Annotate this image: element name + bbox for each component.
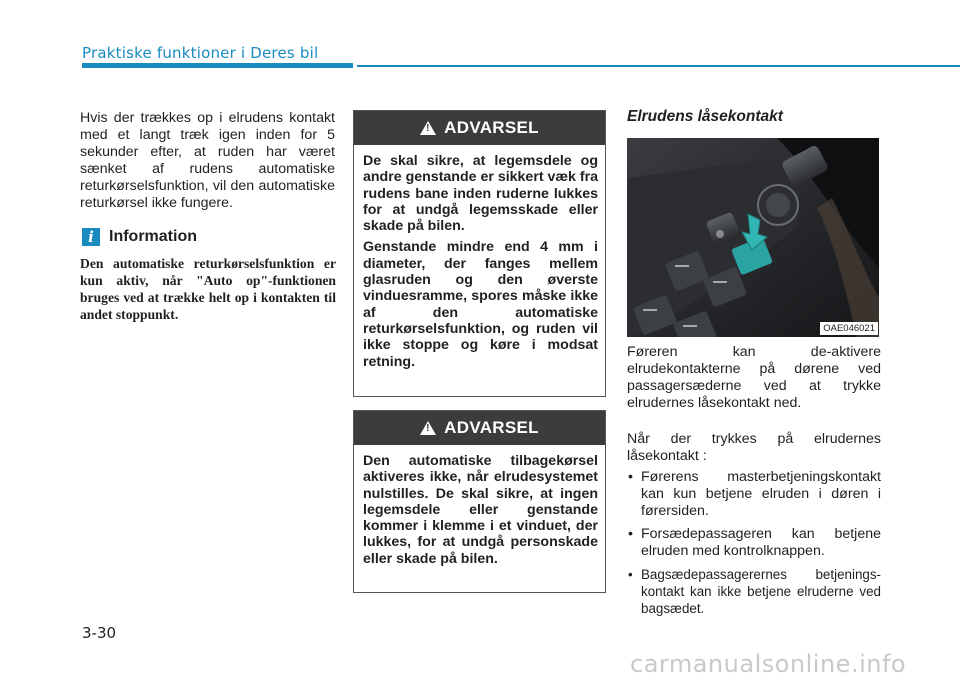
section-paragraph-2-wrap xyxy=(627,431,881,465)
bullet-list xyxy=(627,469,881,617)
warning-body xyxy=(354,145,605,370)
list-item: • Førerens masterbetjeningskontakt kan kun betjene elruden i døren i førersiden. xyxy=(627,469,881,520)
warning-paragraph: Genstande mindre end 4 mm i diameter, der fanges mellem glasruden og den øverste vinduesramme, spores måske ikke af den automatiske returkørselsfunktion, og ruden vil ikke stoppe og køre i modsat retning. xyxy=(363,239,598,370)
watermark: carmanualsonline.info xyxy=(630,650,907,678)
section-paragraph: Føreren kan de-aktivere elrudekontakterne på dørene ved passagersæderne ved at trykke elrudernes låsekontakt ned. xyxy=(627,344,881,411)
list-item: • Forsædepassageren kan betjene elruden med kontrolknappen. xyxy=(627,526,881,560)
warning-title: ADVARSEL xyxy=(444,418,539,437)
warning-paragraph: De skal sikre, at legemsdele og andre genstande er sikkert væk fra rudens bane inden ruderne lukkes for at undgå legemsskade eller skade på bilen. xyxy=(363,153,598,235)
warning-box-1 xyxy=(353,110,606,397)
warning-header xyxy=(354,111,605,145)
window-lock-switch-photo xyxy=(627,138,879,337)
section-title: Elrudens låsekontakt xyxy=(627,108,783,125)
information-body: Den automatiske returkørselsfunktion er kun aktiv, når "Auto op"-funktionen bruges ved at trække helt op i kontakten til andet stoppunkt. xyxy=(80,256,336,322)
warning-title: ADVARSEL xyxy=(444,118,539,137)
header-accent-bar xyxy=(82,63,353,68)
information-label: Information xyxy=(109,228,197,245)
warning-body xyxy=(354,445,605,567)
intro-paragraph: Hvis der trækkes op i elrudens kontakt med et langt træk igen inden for 5 sekunder efter, at ruden har været sænket af rudens automatiske returkørselsfunktion, vil den automatiske returkørsel ikke fungere. xyxy=(80,110,335,211)
image-caption: OAE046021 xyxy=(820,322,878,335)
warning-triangle-icon: ! xyxy=(420,421,436,435)
header-rule xyxy=(357,65,960,67)
list-item: • Bagsædepassagerernes betjenings-kontakt kan ikke betjene elruderne ved bagsædet. xyxy=(627,566,881,617)
warning-header xyxy=(354,411,605,445)
page-number: 3-30 xyxy=(82,624,117,642)
warning-paragraph: Den automatiske tilbagekørsel aktiveres ikke, når elrudesystemet nulstilles. De skal sikre, at ingen legemsdele eller genstande kommer i klemme i et vinduet, der lukkes, for at undgå personskade eller skade på bilen. xyxy=(363,453,598,567)
intro-column xyxy=(80,110,335,212)
warning-triangle-icon: ! xyxy=(420,121,436,135)
information-heading xyxy=(82,226,197,248)
section-paragraph: Når der trykkes på elrudernes låsekontakt : xyxy=(627,431,881,464)
door-panel-illustration xyxy=(627,138,879,337)
warning-box-2 xyxy=(353,410,606,593)
section-paragraph-1-wrap xyxy=(627,344,881,412)
chapter-title: Praktiske funktioner i Deres bil xyxy=(82,44,319,62)
info-icon: i xyxy=(82,228,100,246)
bullet-list-wrap xyxy=(627,469,881,623)
